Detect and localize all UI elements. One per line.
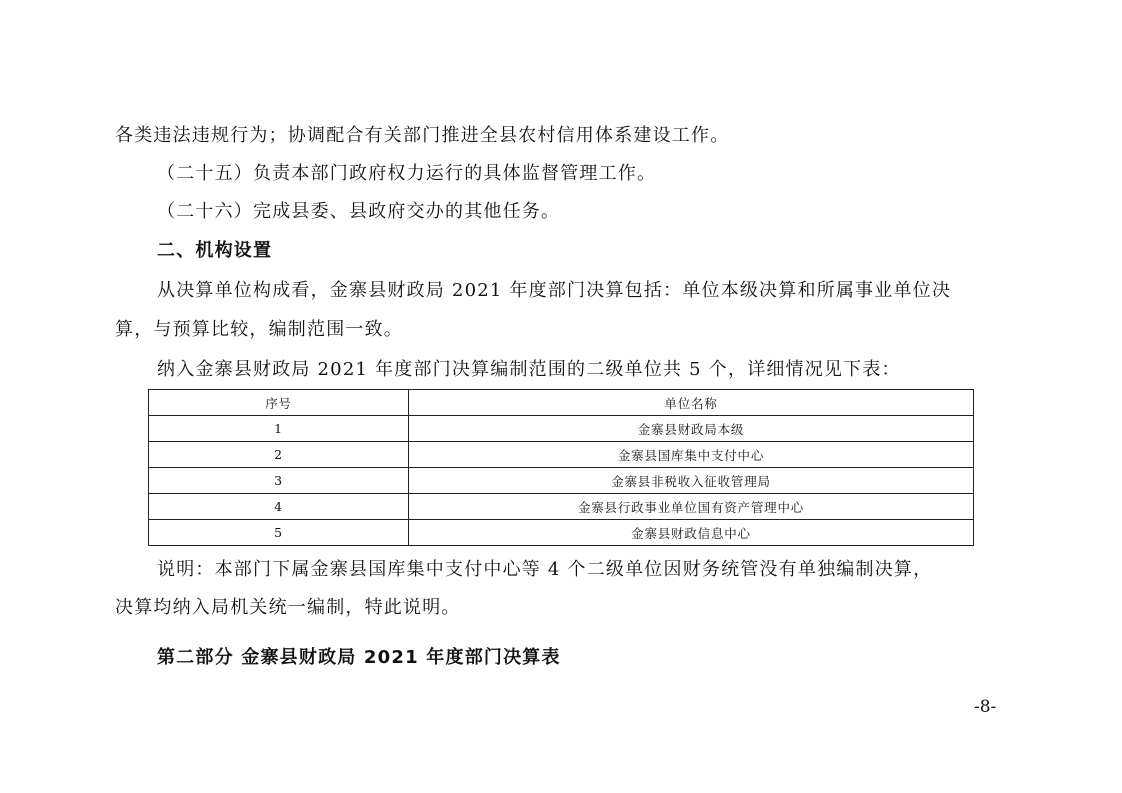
page-number: -8- xyxy=(974,697,997,717)
table-row xyxy=(149,494,974,520)
paragraph-item-25: （二十五）负责本部门政府权力运行的具体监督管理工作。 xyxy=(157,163,657,184)
note-line2: 决算均纳入局机关统一编制，特此说明。 xyxy=(115,597,461,618)
row-unit-name: 金寨县财政信息中心 xyxy=(409,520,974,546)
header-index: 序号 xyxy=(149,390,409,416)
paragraph-units-intro: 纳入金寨县财政局 2021 年度部门决算编制范围的二级单位共 5 个，详细情况见下表： xyxy=(157,359,901,380)
units-table xyxy=(148,389,974,546)
row-index: 2 xyxy=(149,442,409,468)
paragraph-item-26: （二十六）完成县委、县政府交办的其他任务。 xyxy=(157,201,561,222)
row-unit-name: 金寨县行政事业单位国有资产管理中心 xyxy=(409,494,974,520)
table-row xyxy=(149,416,974,442)
row-index: 3 xyxy=(149,468,409,494)
section-heading: 二、机构设置 xyxy=(157,240,273,261)
paragraph-scope-line2: 算，与预算比较，编制范围一致。 xyxy=(115,319,403,340)
row-unit-name: 金寨县财政局本级 xyxy=(409,416,974,442)
note-line1: 说明：本部门下属金寨县国库集中支付中心等 4 个二级单位因财务统管没有单独编制决算， xyxy=(157,559,933,580)
table-row xyxy=(149,442,974,468)
table-row xyxy=(149,468,974,494)
row-index: 4 xyxy=(149,494,409,520)
part-heading: 第二部分 金寨县财政局 2021 年度部门决算表 xyxy=(157,647,561,668)
row-unit-name: 金寨县非税收入征收管理局 xyxy=(409,468,974,494)
table-row xyxy=(149,520,974,546)
paragraph-scope-line1: 从决算单位构成看，金寨县财政局 2021 年度部门决算包括：单位本级决算和所属事业单位决 xyxy=(157,280,952,301)
header-unit-name: 单位名称 xyxy=(409,390,974,416)
row-index: 5 xyxy=(149,520,409,546)
table-header-row xyxy=(149,390,974,416)
row-index: 1 xyxy=(149,416,409,442)
row-unit-name: 金寨县国库集中支付中心 xyxy=(409,442,974,468)
paragraph-continuation: 各类违法违规行为；协调配合有关部门推进全县农村信用体系建设工作。 xyxy=(115,125,730,146)
